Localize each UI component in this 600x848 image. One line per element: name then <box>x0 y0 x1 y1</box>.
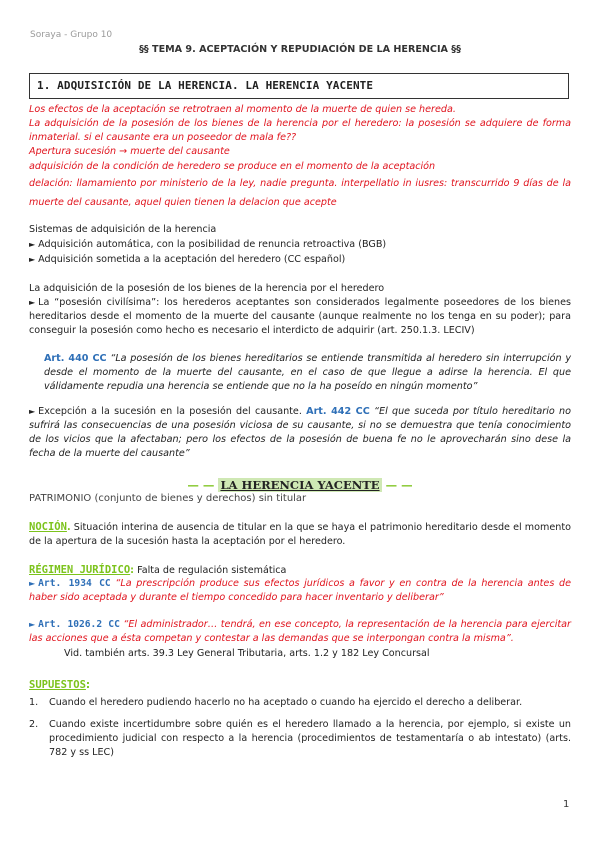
art-1934-text: “La prescripción produce sus efectos jurídicos a favor y en contra de la herencia antes de haber sido aceptada y durante el tiempo concedido para hacer inventario y deliberar” <box>29 578 571 603</box>
note-retrotraen: Los efectos de la aceptación se retrotraen al momento de la muerte de quien se hereda. <box>29 104 456 115</box>
section-1-title: 1. ADQUISICIÓN DE LA HERENCIA. LA HERENCIA YACENTE <box>37 79 374 92</box>
bullet-arrow-icon: ► <box>29 298 36 307</box>
art-440-text: “La posesión de los bienes hereditarios se entiende transmitida al heredero sin interrupción y desde el momento de la muerte del causante, en el caso de que llegue a adirse la herencia. El que válidamente repudia una herencia se entiende que no la ha poseído en ningún momento” <box>44 353 571 392</box>
sistemas-item: ► Adquisición sometida a la aceptación del heredero (CC español) <box>29 254 346 265</box>
regimen-line: RÉGIMEN JURÍDICO: Falta de regulación sistemática <box>29 564 287 576</box>
bullet-arrow-icon: ► <box>29 579 36 588</box>
supuestos-item: 1. Cuando el heredero pudiendo hacerlo no ha aceptado o cuando ha ejercido el derecho a deliberar. <box>29 697 523 708</box>
nocion-paragraph: NOCIÓN. Situación interina de ausencia de titular en la que se haya el patrimonio hereditario desde el momento de la apertura de la sucesión hasta la aceptación por el heredero. <box>29 521 571 547</box>
yacente-title: LA HERENCIA YACENTE <box>220 478 380 492</box>
art-442-label: Art. 442 CC <box>306 406 370 417</box>
note-posesion-inmaterial: La adquisición de la posesión de los bienes de la herencia por el heredero: la posesión se adquiere de forma inmaterial. si el causante era un poseedor de mala fe?? <box>29 118 571 143</box>
art-1026-text: “El administrador… tendrá, en ese concepto, la representación de la herencia para ejercitar las acciones que a ésta competan y contestar a las demandas que se interpongan contra la misma”. <box>29 619 571 644</box>
bullet-arrow-icon: ► <box>29 240 36 249</box>
supuestos-label: SUPUESTOS: <box>29 679 91 691</box>
note-adquisicion: adquisición de la condición de heredero se produce en el momento de la aceptación <box>29 161 436 172</box>
yacente-heading <box>0 478 600 492</box>
posesion-heading: La adquisición de la posesión de los bienes de la herencia por el heredero <box>29 283 385 294</box>
posesion-civilisima-item: ► La “posesión civilísima”: los herederos aceptantes son considerados legalmente poseedores de los bienes hereditarios desde el momento de la muerte del causante (aunque realmente no los tenga en su poder); para conseguir la posesión como hecho es necesario el interdicto de adquirir (art. 250.1.3. LECIV) <box>29 297 571 336</box>
vid-tambien: Vid. también arts. 39.3 Ley General Tributaria, arts. 1.2 y 182 Ley Concursal <box>64 648 430 659</box>
sistemas-heading: Sistemas de adquisición de la herencia <box>29 224 217 235</box>
dash-decoration: — — <box>187 478 215 492</box>
author-label: Soraya - Grupo 10 <box>30 30 113 40</box>
art-1934-label: Art. 1934 CC <box>38 578 111 589</box>
nocion-text: Situación interina de ausencia de titular en la que se haya el patrimonio hereditario desde el momento de la apertura de la sucesión hasta la aceptación por el heredero. <box>29 522 571 547</box>
bullet-arrow-icon: ► <box>29 407 36 416</box>
art-440-label: Art. 440 CC <box>44 353 107 364</box>
yacente-subtitle: PATRIMONIO (conjunto de bienes y derechos) sin titular <box>29 493 307 504</box>
art-1026-label: Art. 1026.2 CC <box>38 619 120 630</box>
bullet-arrow-icon: ► <box>29 620 36 629</box>
dash-decoration: — — <box>385 478 413 492</box>
art-1934-item <box>29 577 571 605</box>
section-1-box <box>29 73 569 99</box>
art-442-item: ► Excepción a la sucesión en la posesión del causante. Art. 442 CC “El que suceda por título hereditario no sufrirá las consecuencias de una posesión viciosa de su causante, si no se demuestra que tenía conocimiento de los vicios que la afectaban; pero los efectos de la posesión de buena fe no le aprovecharán sino dese la fecha de la muerte del causante” <box>29 406 571 459</box>
art-440-quote <box>44 352 571 394</box>
art-442-text: “El que suceda por título hereditario no sufrirá las consecuencias de una posesión viciosa de su causante, si no se demuestra que tenía conocimiento de los vicios que la afectaban; pero los efectos de la posesión de buena fe no le aprovecharán sino dese la fecha de la muerte del causante” <box>29 406 571 459</box>
art-1026-item <box>29 618 571 646</box>
regimen-text: Falta de regulación sistemática <box>137 565 287 576</box>
nocion-label: NOCIÓN <box>29 521 67 533</box>
bullet-arrow-icon: ► <box>29 255 36 264</box>
note-apertura: Apertura sucesión → muerte del causante <box>29 146 230 157</box>
supuestos-item: 2. Cuando existe incertidumbre sobre quién es el heredero llamado a la herencia, por ejemplo, si existe un procedimiento judicial con respecto a la herencia (procedimientos de testamentaría o ab intestato) (arts. 782 y ss LEC) <box>29 719 571 758</box>
regimen-label: RÉGIMEN JURÍDICO <box>29 564 131 576</box>
page-title: §§ TEMA 9. ACEPTACIÓN Y REPUDIACIÓN DE LA HERENCIA §§ <box>139 44 461 55</box>
note-delacion: delación: llamamiento por ministerio de la ley, nadie pregunta. interpellatio in iusres: transcurrido 9 días de la muerte del causante, aquel quien tienen la delacion que acepte <box>29 178 571 208</box>
sistemas-item: ► Adquisición automática, con la posibilidad de renuncia retroactiva (BGB) <box>29 239 387 250</box>
page-number: 1 <box>563 799 570 810</box>
